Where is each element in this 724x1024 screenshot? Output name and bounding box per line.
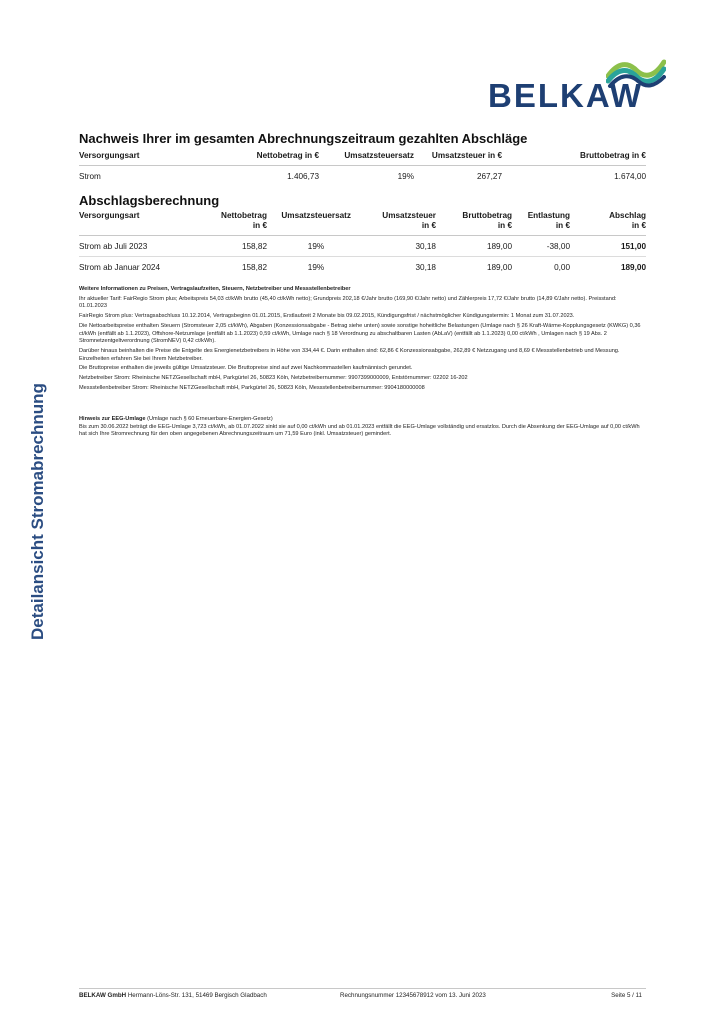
header-nettobetrag: Nettobetrag in €	[209, 151, 319, 166]
cell-versorgungsart: Strom	[79, 171, 101, 181]
belkaw-logo	[488, 54, 668, 116]
header-entlastung: Entlastung in €	[512, 211, 570, 236]
cell-bruttobetrag: 1.674,00	[614, 171, 646, 181]
payments-table	[79, 151, 646, 186]
cell-umsatzsteuer: 267,27	[476, 171, 502, 181]
logo-text: BELKAW	[488, 77, 643, 114]
info-paragraph: Ihr aktueller Tarif: FairRegio Strom plus; Arbeitspreis 54,03 ct/kWh brutto (45,40 ct/kWh netto); Grundpreis 202,18 €/Jahr brutto (169,90 €/Jahr netto) und Zählerpreis 17,72 €/Jahr brutto (14,89 €/Jahr netto). Preisstand: 01.01.2023	[79, 295, 617, 310]
info-paragraph: Darüber hinaus beinhalten die Preise die Entgelte des Energienetzbetreibers in Höhe von 334,44 €. Darin enthalten sind: 62,86 € Konzessionsabgabe, 262,89 € Netzzugang und 8,69 € Messstellenbetrieb und Messung. Einzelheiten erfahren Sie bei Ihrem Netzbetreiber.	[79, 347, 620, 362]
footer-page-number: Seite 5 / 11	[611, 992, 642, 999]
side-title: Detailansicht Stromabrechnung	[28, 383, 47, 640]
page-footer	[79, 988, 646, 999]
info-paragraph: Netzbetreiber Strom: Rheinische NETZGesellschaft mbH, Parkgürtel 26, 50823 Köln, Netzbetreibernummer: 9907399000009, Entstörnummer: 02202 16-202	[79, 375, 468, 382]
cell-bruttobetrag: 189,00	[436, 236, 512, 257]
cell-umsatzsteuer: 30,18	[351, 236, 436, 257]
cell-versorgungsart: Strom ab Januar 2024	[79, 262, 161, 272]
cell-versorgungsart: Strom ab Juli 2023	[79, 236, 179, 257]
cell-nettobetrag: 158,82	[179, 236, 267, 257]
table-row	[79, 257, 646, 278]
cell-nettobetrag: 158,82	[241, 262, 267, 272]
info-block	[79, 286, 646, 394]
header-versorgungsart: Versorgungsart	[79, 151, 209, 166]
cell-abschlag: 189,00	[620, 262, 646, 272]
eeg-title: Hinweis zur EEG-Umlage	[79, 416, 146, 422]
header-bruttobetrag: Bruttobetrag in €	[502, 151, 646, 166]
cell-umsatzsteuer: 30,18	[415, 262, 436, 272]
header-umsatzsteuer: Umsatzsteuer in €	[414, 151, 502, 166]
footer-invoice: Rechnungsnummer 12345678912 vom 13. Juni 2023	[340, 992, 486, 999]
section2-title: Abschlagsberechnung	[79, 193, 220, 208]
table-row	[79, 236, 646, 257]
header-umsatzsteuersatz: Umsatzsteuersatz	[319, 151, 414, 166]
cell-abschlag: 151,00	[570, 236, 646, 257]
cell-bruttobetrag: 189,00	[486, 262, 512, 272]
section1-title: Nachweis Ihrer im gesamten Abrechnungszeitraum gezahlten Abschläge	[79, 131, 528, 146]
cell-umsatzsteuersatz: 19%	[397, 171, 414, 181]
header-versorgungsart: Versorgungsart	[79, 211, 179, 236]
cell-umsatzsteuersatz: 19%	[267, 236, 351, 257]
info-paragraph: Die Bruttopreise enthalten die jeweils gültige Umsatzsteuer. Die Bruttopreise sind auf zwei Nachkommastellen kaufmännisch gerundet.	[79, 365, 413, 372]
header-umsatzsteuersatz: Umsatzsteuersatz	[267, 211, 351, 236]
cell-entlastung: 0,00	[554, 262, 570, 272]
info-paragraph: Messstellenbetreiber Strom: Rheinische NETZGesellschaft mbH, Parkgürtel 26, 50823 Köln, Messstellenbetreibernummer: 9904180000008	[79, 384, 425, 391]
info-paragraph: Die Nettoarbeitspreise enthalten Steuern (Stromsteuer 2,05 ct/kWh), Abgaben (Konzessionsabgabe - Betrag siehe unten) sowie sonstige hoheitliche Belastungen (Umlage nach § 26 Kraft-Wärme-Kopplungsgesetz (KWKG) 0,36 ct/kWh (entfällt ab 1.1.2023), Offshore-Netzumlage (entfällt ab 1.1.2023) 0,59 ct/kWh, Umlage nach § 18 Verordnung zu abschaltbaren Lasten (AbLaV) (entfällt ab 1.1.2023) 0,00 ct/kWh , Umlagen nach § 19 Abs. 2 Stromnetzentgeltverordnung (StromNEV) 0,42 ct/kWh).	[79, 322, 641, 345]
cell-umsatzsteuersatz: 19%	[307, 262, 325, 272]
info-paragraph: FairRegio Strom plus: Vertragsabschluss 10.12.2014, Vertragsbeginn 01.01.2015, Erstlaufzeit 2 Monate bis 09.02.2015, Kündigungsfrist / nächstmöglicher Kündigungstermin: 1 Monat zum 31.07.2023.	[79, 313, 575, 320]
header-nettobetrag: Nettobetrag in €	[179, 211, 267, 236]
eeg-subtitle: (Umlage nach § 60 Erneuerbare-Energien-Gesetz)	[145, 416, 273, 422]
header-bruttobetrag: Bruttobetrag in €	[436, 211, 512, 236]
header-abschlag: Abschlag in €	[570, 211, 646, 236]
cell-entlastung: -38,00	[512, 236, 570, 257]
abschlag-table	[79, 211, 646, 277]
footer-company: BELKAW GmbH Hermann-Löns-Str. 131, 51469 Bergisch Gladbach	[79, 992, 267, 999]
eeg-heading	[79, 416, 646, 424]
info-title: Weitere Informationen zu Preisen, Vertragslaufzeiten, Steuern, Netzbetreiber und Messstellenbetreiber	[79, 286, 351, 292]
header-umsatzsteuer: Umsatzsteuer in €	[351, 211, 436, 236]
eeg-block	[79, 416, 646, 441]
cell-nettobetrag: 1.406,73	[287, 171, 319, 181]
eeg-text: Bis zum 30.06.2022 beträgt die EEG-Umlage 3,723 ct/kWh, ab 01.07.2022 sinkt sie auf 0,00 ct/kWh und ab 01.01.2023 entfällt die EEG-Umlage vollständig und ersatzlos. Durch die Absenkung der EEG-Umlage auf 0,00 ct/kWh hat sich Ihre Stromrechnung für den oben angegebenen Abrechnungszeitraum um 71,59 Euro (inkl. Umsatzsteuer) gemindert.	[79, 423, 640, 438]
table-row	[79, 166, 646, 187]
